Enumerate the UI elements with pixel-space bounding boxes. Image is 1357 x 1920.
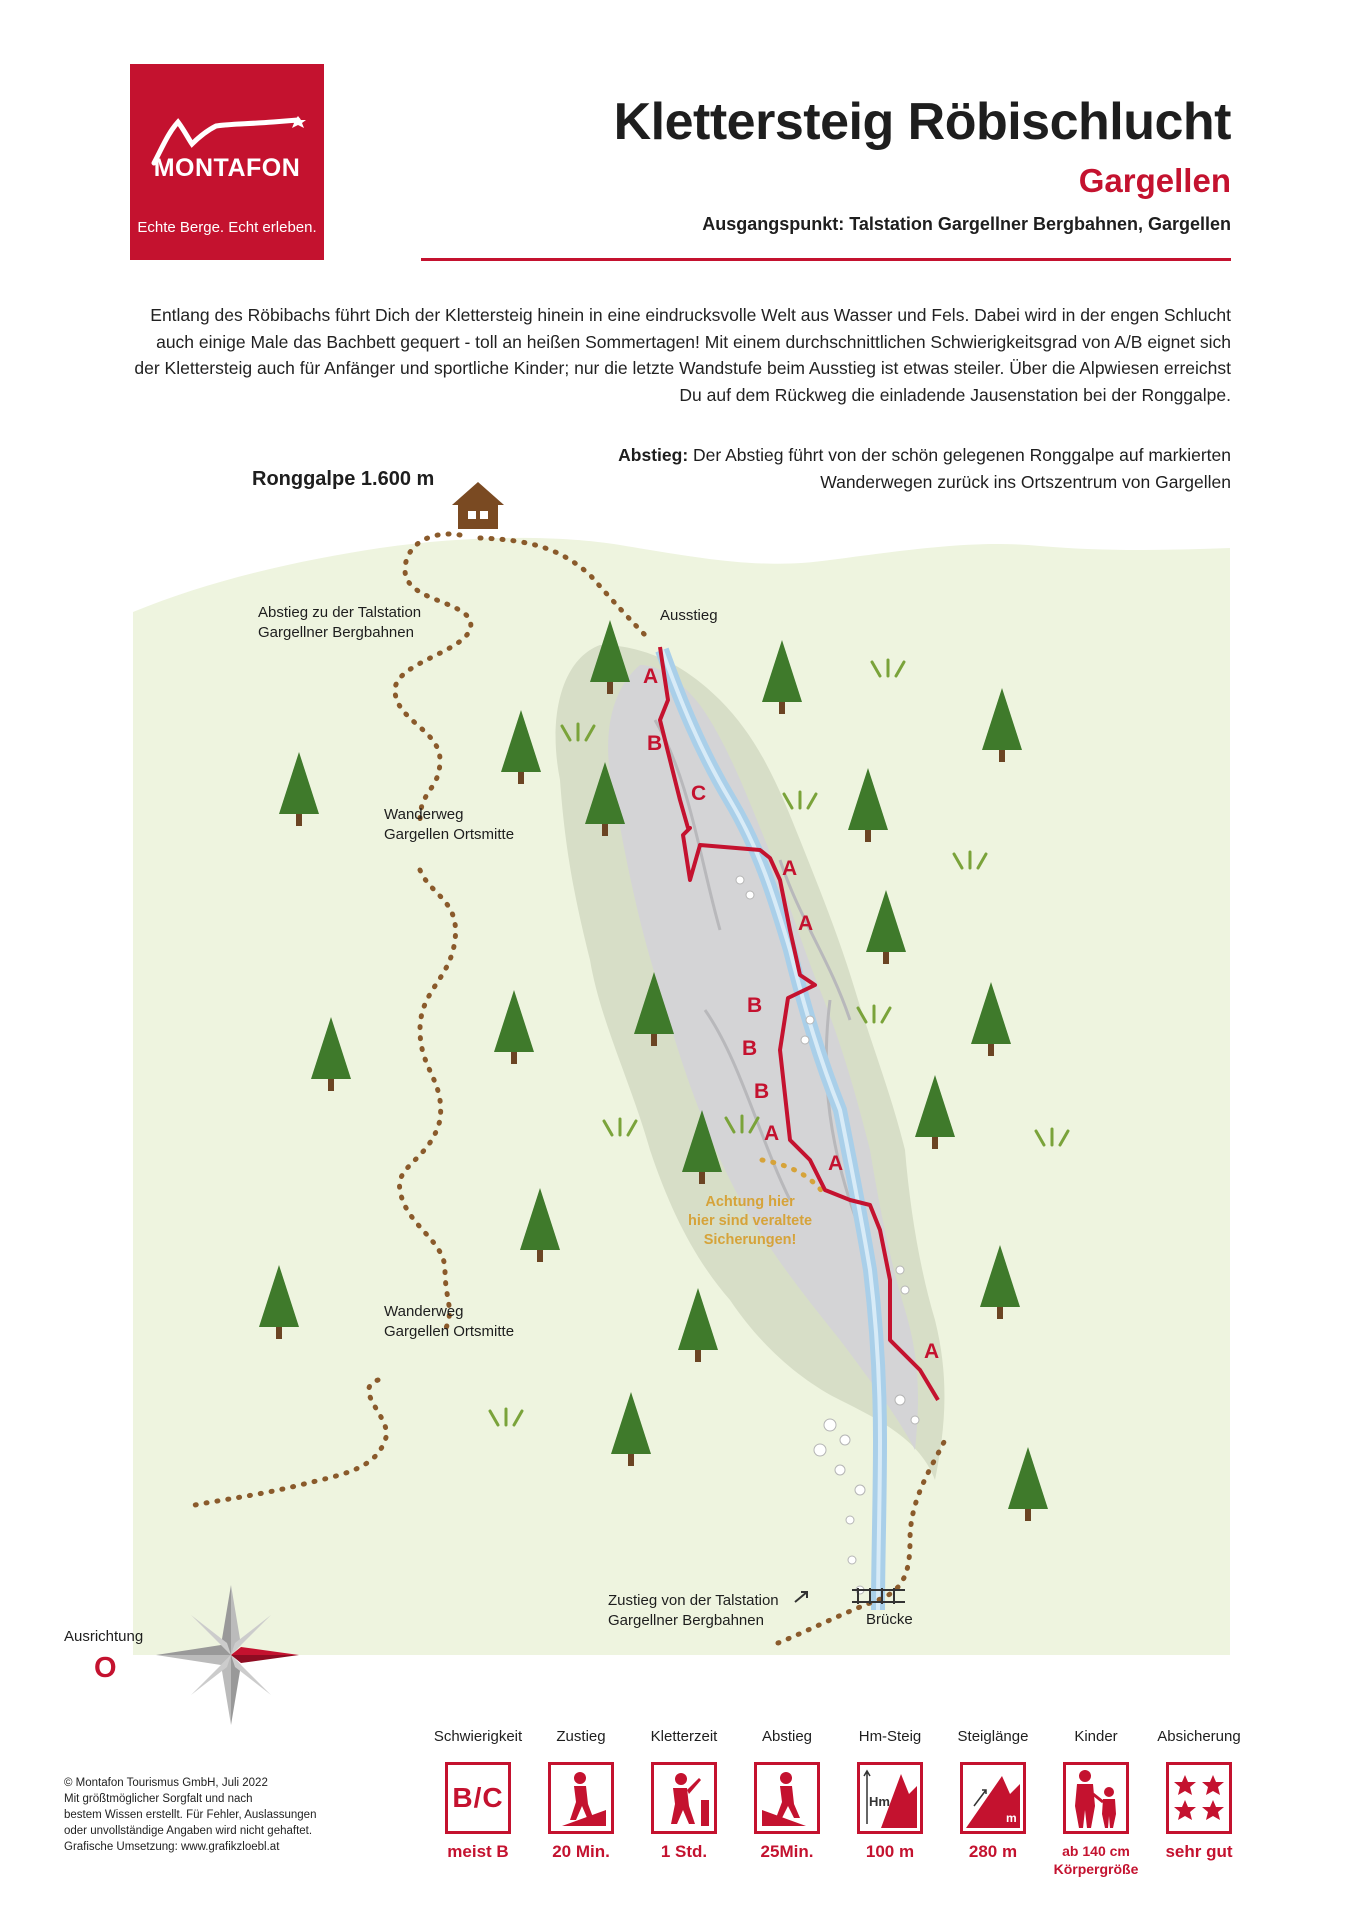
credit-line: Grafische Umsetzung: www.grafikzloebl.at — [64, 1841, 280, 1853]
stat-label: Steiglänge — [957, 1728, 1029, 1745]
label-zustieg — [608, 1591, 779, 1631]
logo-brand: MONTAFON — [153, 154, 301, 182]
grade-label: A — [924, 1340, 940, 1363]
stat-label: Abstieg — [761, 1728, 813, 1745]
stat-abstieg — [739, 1728, 835, 1862]
page-title: Klettersteig Röbischlucht — [613, 93, 1231, 151]
stat-value: 25Min. — [760, 1842, 814, 1861]
grade-label: B — [754, 1080, 770, 1103]
descent-body: Der Abstieg führt von der schön gelegenen Ronggalpe auf markierten Wanderwegen zurück ins Ortszentrum von Gargellen — [693, 445, 1231, 492]
label-ausstieg: Ausstieg — [660, 607, 718, 624]
starting-point: Ausgangspunkt: Talstation Gargellner Bergbahnen, Gargellen — [702, 214, 1231, 234]
stat-steiglaenge — [945, 1728, 1041, 1862]
stat-value: 20 Min. — [552, 1842, 610, 1861]
elevation-icon — [857, 1762, 923, 1834]
label-line: Gargellner Bergbahnen — [258, 624, 414, 641]
intro-text: Entlang des Röbibachs führt Dich der Klettersteig hinein in eine eindrucksvolle Welt aus Wasser und Fels. Dabei wird in der engen Schlucht auch einige Male das Bachbett gequert - toll an heißen Sommertagen! Mit einem durchschnittlichen Schwierigkeitsgrad von A/B eignet sich der Klettersteig auch für Anfänger und sportliche Kinder; nur die letzte Wandstufe beim Ausstieg ist etwas steiler. Über die Alpwiesen erreichst Du auf dem Rückweg die einladende Jausenstation bei der Ronggalpe. — [134, 305, 1231, 405]
hiker-down-icon — [754, 1762, 820, 1834]
stat-zustieg — [533, 1728, 629, 1862]
length-icon — [960, 1762, 1026, 1834]
page-subtitle: Gargellen — [1078, 162, 1231, 199]
warning-line: hier sind veraltete — [688, 1213, 813, 1229]
warning-line: Achtung hier — [705, 1194, 795, 1210]
montafon-logo[interactable] — [130, 64, 324, 260]
stat-label: Zustieg — [556, 1728, 606, 1745]
stat-value: 280 m — [968, 1842, 1018, 1861]
credits — [64, 1775, 364, 1855]
grade-label: A — [764, 1122, 780, 1145]
hut-icon — [452, 482, 504, 529]
grade-label: A — [643, 665, 659, 688]
descent-label: Abstieg: — [618, 445, 689, 465]
stat-absicherung — [1151, 1728, 1247, 1862]
credit-line: © Montafon Tourismus GmbH, Juli 2022 — [64, 1777, 268, 1789]
label-line: Zustieg von der Talstation — [608, 1592, 779, 1609]
stars-icon — [1166, 1762, 1232, 1834]
label-bruecke: Brücke — [866, 1611, 913, 1628]
warning-line: Sicherungen! — [703, 1232, 797, 1248]
warning-note — [688, 1193, 812, 1250]
label-line: Wanderweg — [384, 1303, 464, 1320]
label-line: Wanderweg — [384, 806, 464, 823]
grade-label: A — [782, 857, 798, 880]
orientation-label: Ausrichtung — [64, 1628, 144, 1645]
stat-label: Absicherung — [1157, 1728, 1241, 1745]
badge-text: B/C — [452, 1782, 504, 1813]
grade-label: B — [747, 994, 763, 1017]
stat-label: Hm-Steig — [858, 1728, 922, 1745]
peak-label: Ronggalpe 1.600 m — [252, 468, 435, 490]
stat-label: Kinder — [1074, 1728, 1118, 1745]
label-line: Gargellen Ortsmitte — [384, 1323, 515, 1340]
stat-value: ab 140 cm — [1062, 1843, 1130, 1859]
badge-text: Hm — [869, 1794, 890, 1809]
label-line: Gargellner Bergbahnen — [608, 1612, 764, 1629]
stat-kinder — [1048, 1728, 1144, 1878]
descent-text — [531, 442, 1231, 495]
grade-label: A — [828, 1152, 844, 1175]
stat-hm-steig — [842, 1728, 938, 1862]
label-abstieg-talstation — [258, 603, 421, 643]
stat-value: sehr gut — [1165, 1842, 1233, 1861]
credit-line: bestem Wissen erstellt. Für Fehler, Auslassungen — [64, 1809, 317, 1821]
badge-text: m — [1006, 1811, 1017, 1825]
hiker-up-icon — [548, 1762, 614, 1834]
label-line: Abstieg zu der Talstation — [258, 604, 422, 621]
stat-value-2: Körpergröße — [1053, 1861, 1139, 1877]
header-divider — [421, 258, 1231, 261]
stat-kletterzeit — [636, 1728, 732, 1862]
label-wanderweg-1 — [384, 805, 514, 845]
stat-label: Kletterzeit — [650, 1728, 718, 1745]
stat-value: meist B — [447, 1842, 509, 1861]
grade-label: C — [691, 782, 707, 805]
label-line: Gargellen Ortsmitte — [384, 826, 515, 843]
difficulty-badge — [445, 1762, 511, 1834]
stat-label: Schwierigkeit — [433, 1728, 523, 1745]
credit-line: oder unvollständige Angaben wird nicht gehaftet. — [64, 1825, 313, 1837]
logo-slogan: Echte Berge. Echt erleben. — [137, 219, 317, 236]
grade-label: B — [647, 732, 663, 755]
stat-difficulty — [430, 1728, 526, 1862]
stat-value: 1 Std. — [660, 1842, 708, 1861]
climber-icon — [651, 1762, 717, 1834]
grade-label: B — [742, 1037, 758, 1060]
grade-label: A — [798, 912, 814, 935]
credit-line: Mit größtmöglicher Sorgfalt und nach — [64, 1793, 253, 1805]
family-icon — [1063, 1762, 1129, 1834]
stat-value: 100 m — [865, 1842, 915, 1861]
label-wanderweg-2 — [384, 1302, 514, 1342]
orientation-value: O — [94, 1652, 117, 1684]
